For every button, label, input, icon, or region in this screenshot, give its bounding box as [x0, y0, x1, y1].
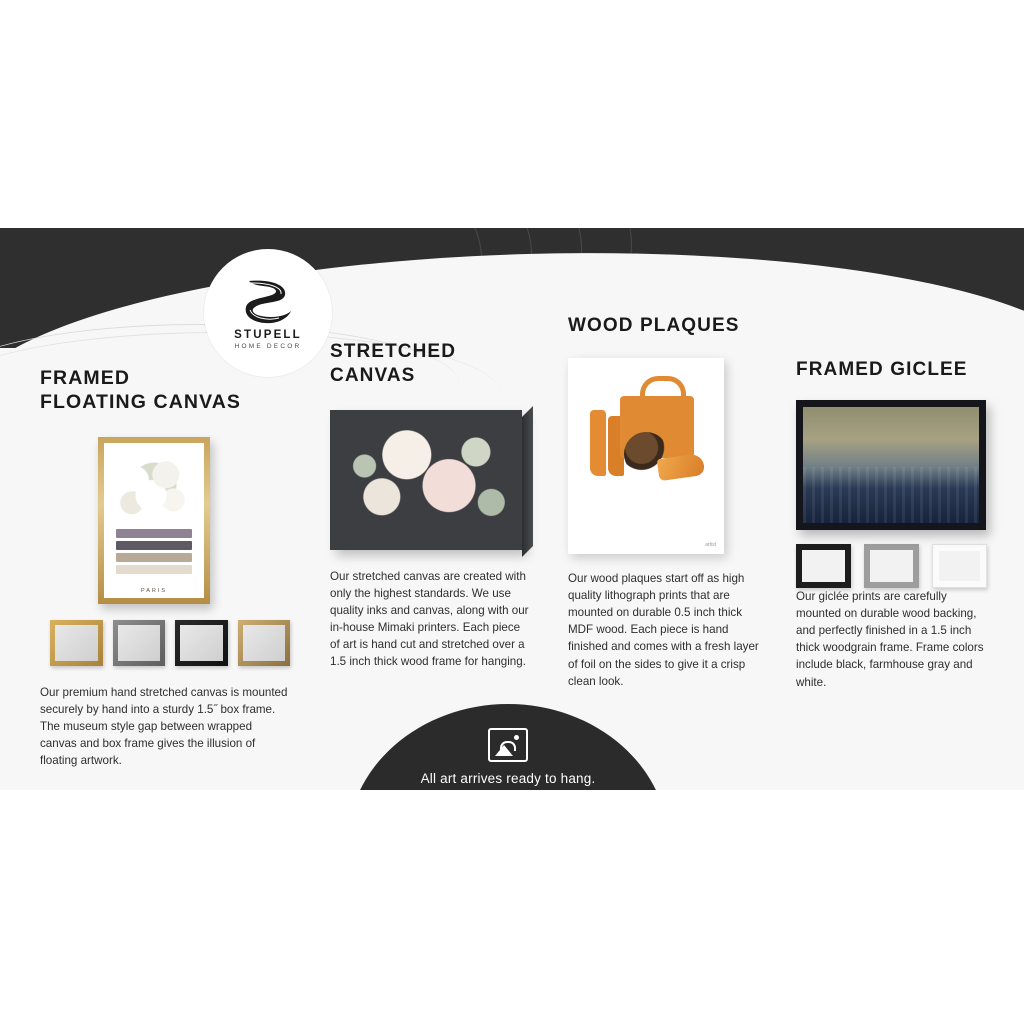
- framed-floating-canvas-artwork: [98, 437, 210, 604]
- artist-signature: artist: [705, 541, 716, 548]
- white-roses-illustration: [330, 410, 522, 550]
- swatch-brass: [238, 620, 291, 666]
- section-title-framed-giclee: FRAMED GICLEE: [796, 359, 968, 380]
- giclee-frame-swatches: [796, 544, 992, 588]
- title-line-1: STRETCHED: [330, 341, 457, 362]
- wood-plaque-artwork: [568, 358, 724, 554]
- swatch-black: [175, 620, 228, 666]
- section-title-stretched-canvas: [330, 340, 530, 388]
- artwork-caption: PARIS: [140, 587, 168, 594]
- stacked-books-illustration: [116, 526, 192, 582]
- section-framed-floating-canvas: [40, 366, 290, 770]
- brand-tagline: HOME DECOR: [234, 342, 302, 350]
- section-stretched-canvas: [330, 340, 530, 670]
- floral-bouquet-illustration: [117, 457, 191, 531]
- product-materials-infographic: [0, 228, 1024, 790]
- stretched-canvas-artwork: [330, 410, 522, 550]
- section-body-framed-giclee: Our giclée prints are carefully mounted on durable wood backing, and perfectly finished in a 1.5 inch thick woodgrain frame. Frame colors include black, farmhouse gray and white.: [796, 589, 984, 689]
- title-line-2: CANVAS: [330, 364, 416, 386]
- canvas-side-edge: [522, 406, 533, 557]
- abstract-landscape-illustration: [803, 407, 979, 523]
- banner-text: All art arrives ready to hang.: [420, 771, 596, 786]
- section-framed-giclee: [796, 358, 992, 691]
- brand-name: STUPELL: [234, 328, 302, 341]
- swatch-gold: [50, 620, 103, 666]
- section-title-wood-plaques: WOOD PLAQUES: [568, 315, 740, 336]
- section-body-stretched-canvas: Our stretched canvas are created with only the highest standards. We use quality inks and canvas, along with our in-house Mimaki printers. Each piece of art is hand cut and stretched over a 1.5 inch thick wood frame for hanging.: [330, 569, 529, 669]
- framed-giclee-artwork: [796, 400, 986, 530]
- swatch-farmhouse-gray: [864, 544, 919, 588]
- orange-boot-left: [590, 410, 606, 476]
- section-body-framed-floating-canvas: Our premium hand stretched canvas is mounted securely by hand into a sturdy 1.5˝ box frame. The museum style gap between wrapped canvas and box frame gives the illusion of floating artwork.: [40, 685, 288, 768]
- section-body-wood-plaques: Our wood plaques start off as high quality lithograph prints that are mounted on durable 0.5 inch thick MDF wood. Each piece is hand finished and comes with a fresh layer of foil on the sides to give it a crisp clean look.: [568, 571, 759, 688]
- picture-frame-icon: [488, 728, 528, 762]
- section-wood-plaques: [568, 314, 764, 690]
- swatch-white: [932, 544, 987, 588]
- title-line-1: FRAMED: [40, 367, 131, 389]
- brand-logo-badge: [204, 249, 332, 377]
- section-title-framed-floating-canvas: [40, 366, 290, 415]
- ready-to-hang-banner: [347, 704, 669, 790]
- hanger-hook-icon: [500, 741, 516, 751]
- swatch-black: [796, 544, 851, 588]
- title-line-2: FLOATING CANVAS: [40, 391, 242, 414]
- swan-logo-icon: [241, 277, 295, 325]
- frame-color-swatches: [50, 620, 290, 666]
- swatch-gray: [113, 620, 166, 666]
